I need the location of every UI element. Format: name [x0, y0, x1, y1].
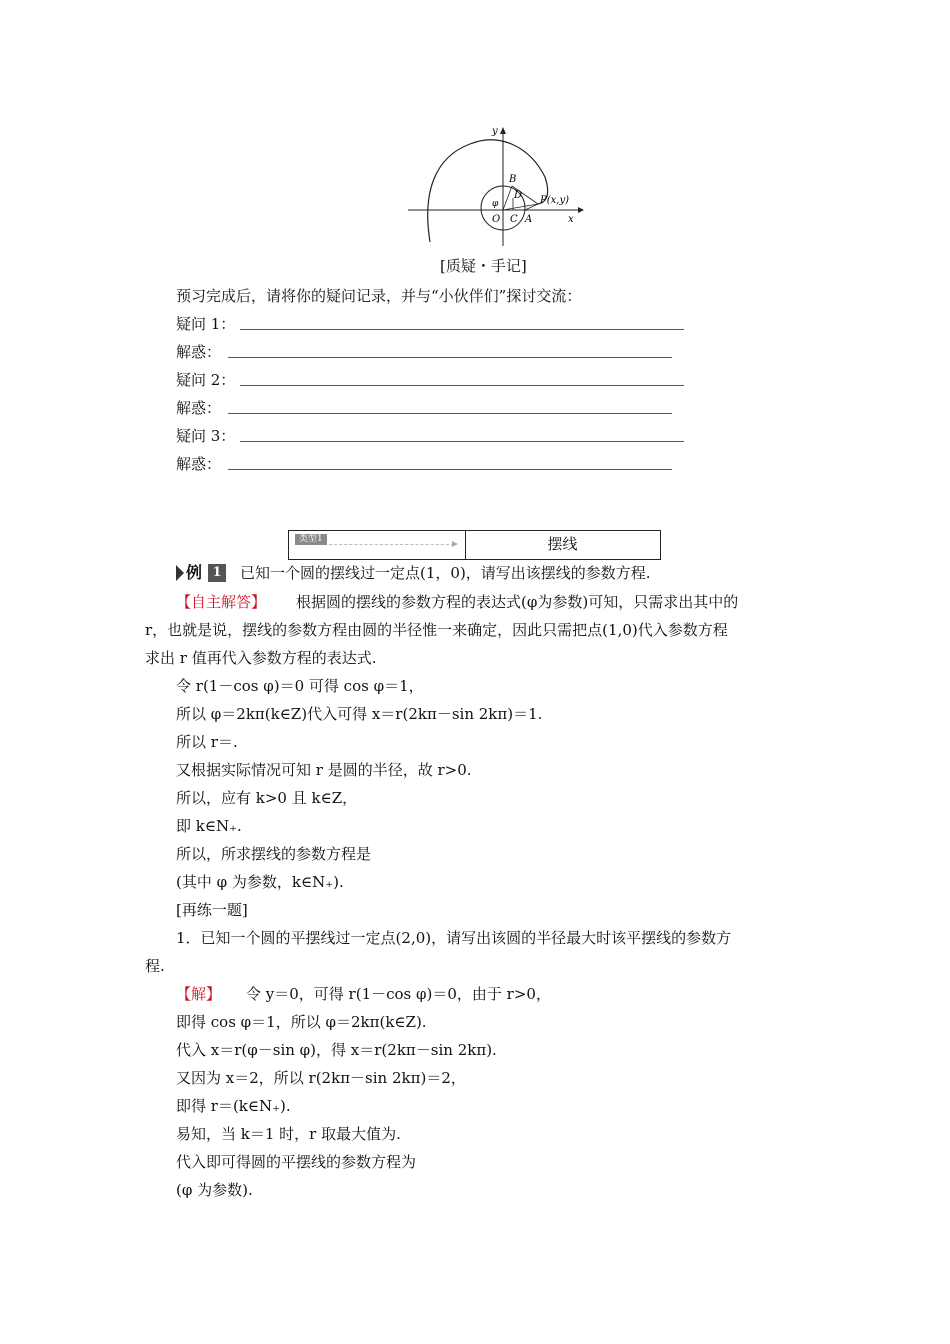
label-O: O [492, 214, 501, 225]
line-OP [503, 204, 538, 210]
solution-line: 所以 φ＝2kπ(k∈Z)代入可得 x＝r(2kπ－sin 2kπ)＝1. [176, 705, 543, 723]
note-blank-line[interactable] [240, 329, 684, 330]
solution-line: 令 r(1－cos φ)＝0 可得 cos φ＝1， [176, 677, 424, 695]
label-D: D [514, 190, 523, 201]
label-A: A [525, 214, 533, 225]
practice-line: 代入即可得圆的平摆线的参数方程为 [176, 1153, 417, 1171]
type-title: 摆线 [547, 535, 578, 553]
solution-line: 所以，应有 k>0 且 k∈Z， [176, 789, 358, 807]
x-axis-arrow [578, 207, 584, 213]
note-row-label: 解惑： [176, 343, 222, 361]
note-blank-line[interactable] [228, 469, 672, 470]
practice-label: 【解】 [176, 985, 222, 1003]
figure-caption: [质疑・手记] [440, 257, 527, 275]
type-box [288, 530, 661, 560]
line-OB [503, 186, 512, 210]
involute-curve [428, 140, 548, 242]
badge-arrow-icon [176, 565, 184, 581]
note-blank-line[interactable] [240, 441, 684, 442]
solution-line: 又根据实际情况可知 r 是圆的半径，故 r>0. [176, 761, 472, 779]
example-text: 已知一个圆的摆线过一定点(1，0)，请写出该摆线的参数方程. [240, 564, 651, 582]
practice-first-line: 令 y＝0，可得 r(1－cos φ)＝0，由于 r>0， [246, 985, 551, 1003]
type-tag: 类型1 [295, 534, 327, 545]
solution-line: (其中 φ 为参数，k∈N₊). [176, 873, 344, 891]
arrow-head-icon [452, 541, 458, 547]
practice-line: 代入 x＝r(φ－sin φ)，得 x＝r(2kπ－sin 2kπ). [176, 1041, 497, 1059]
practice-line: 即得 r＝(k∈N₊). [176, 1097, 291, 1115]
practice-line: 易知，当 k＝1 时，r 取最大值为. [176, 1125, 401, 1143]
solution-line: 即 k∈N₊. [176, 817, 242, 835]
badge-word: 例 [186, 563, 203, 582]
label-C: C [510, 214, 518, 225]
practice-line: 又因为 x＝2，所以 r(2kπ－sin 2kπ)＝2， [176, 1069, 466, 1087]
y-axis-arrow [500, 127, 506, 134]
practice-line: (φ 为参数). [176, 1181, 253, 1199]
practice-question-line1: 1．已知一个圆的平摆线过一定点(2,0)，请写出该圆的半径最大时该平摆线的参数方 [176, 929, 732, 947]
practice-line: 即得 cos φ＝1，所以 φ＝2kπ(k∈Z). [176, 1013, 427, 1031]
note-row-label: 疑问 2： [176, 371, 236, 389]
label-x: x [568, 214, 574, 225]
practice-question-line2: 程. [145, 957, 165, 975]
solution-label: 【自主解答】 [176, 593, 267, 611]
note-blank-line[interactable] [240, 385, 684, 386]
solution-p1-line3: 求出 r 值再代入参数方程的表达式. [145, 649, 377, 667]
note-blank-line[interactable] [228, 357, 672, 358]
note-blank-line[interactable] [228, 413, 672, 414]
example-badge [176, 563, 233, 583]
label-phi: φ [492, 199, 499, 209]
label-y: y [492, 126, 498, 137]
practice-header: [再练一题] [176, 901, 248, 919]
label-P: P(x,y) [540, 195, 569, 206]
note-row-label: 解惑： [176, 455, 222, 473]
label-B: B [509, 174, 517, 185]
note-row-label: 疑问 1： [176, 315, 236, 333]
solution-line: 所以 r＝. [176, 733, 238, 751]
solution-p1-line2: r，也就是说，摆线的参数方程由圆的半径惟一来确定，因此只需把点(1,0)代入参数方程 [145, 621, 728, 639]
badge-number: 1 [208, 564, 226, 582]
notes-intro: 预习完成后，请将你的疑问记录，并与“小伙伴们”探讨交流： [176, 287, 582, 305]
note-row-label: 疑问 3： [176, 427, 236, 445]
type-tag-arrow [329, 544, 454, 545]
note-row-label: 解惑： [176, 399, 222, 417]
cycloid-figure [400, 122, 590, 247]
solution-p1-line1: 根据圆的摆线的参数方程的表达式(φ为参数)可知，只需求出其中的 [296, 593, 739, 611]
solution-line: 所以，所求摆线的参数方程是 [176, 845, 372, 863]
type-box-left [289, 531, 466, 559]
